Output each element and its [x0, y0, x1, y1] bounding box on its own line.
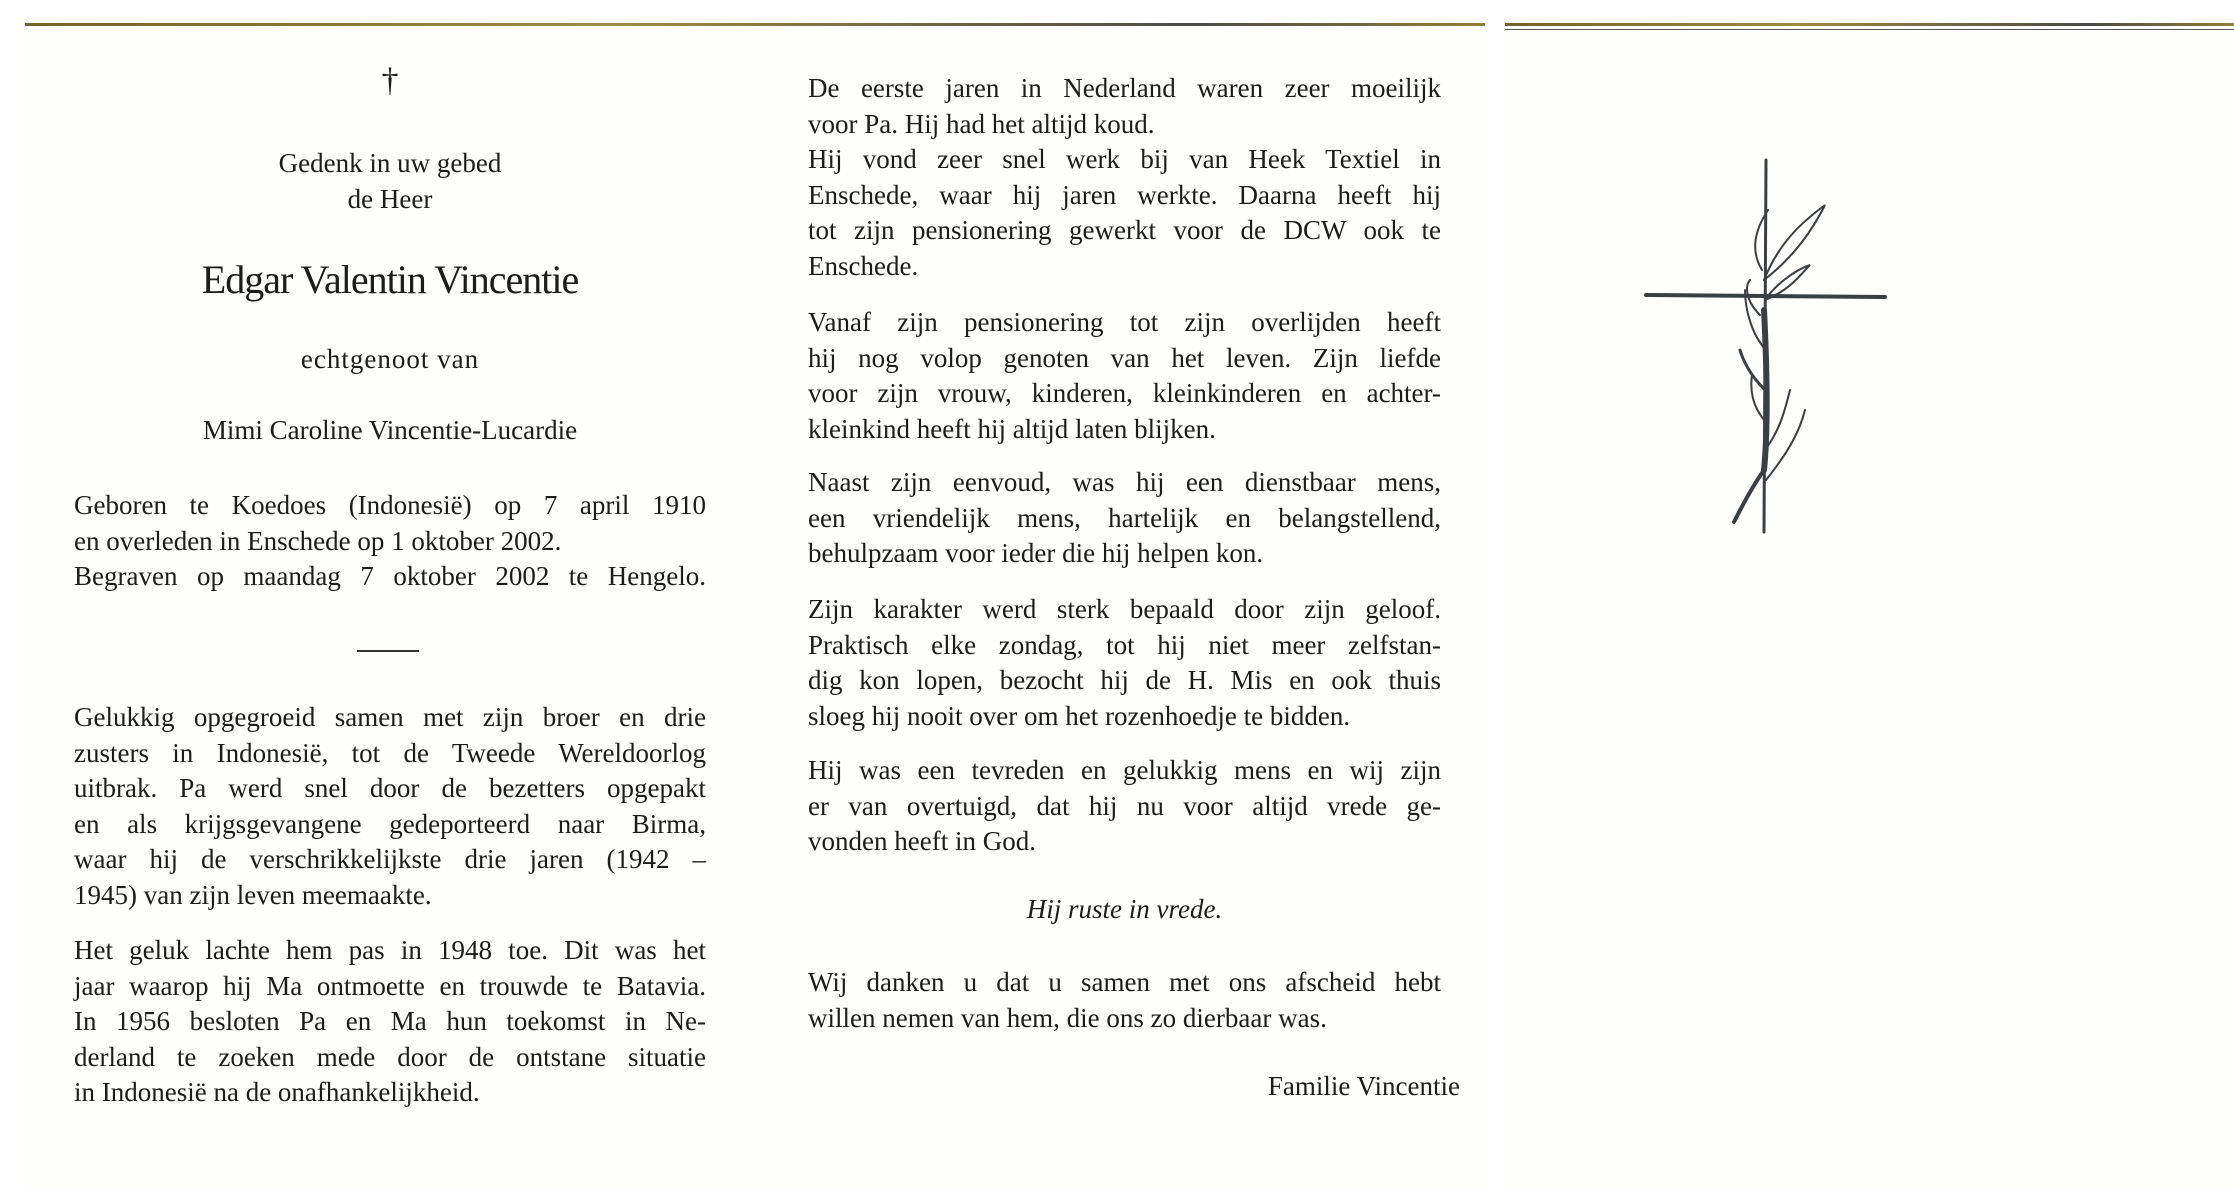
small-cross-icon: † [381, 62, 399, 99]
signature: Familie Vincentie [1267, 1071, 1460, 1101]
prayer-line-2: de Heer [347, 184, 433, 214]
paragraph [808, 71, 1441, 285]
spouse-name: Mimi Caroline Vincentie-Lucardie [202, 415, 578, 445]
death-line: en overleden in Enschede op 1 oktober 2002. [74, 525, 562, 556]
text-line: Praktisch elke zondag, tot hij niet meer zelfstan- [808, 629, 1441, 660]
deceased-name: Edgar Valentin Vincentie [201, 257, 579, 302]
paragraph [74, 700, 706, 914]
paragraph [808, 465, 1441, 572]
text-line: derland te zoeken mede door de ontstane situatie [74, 1041, 706, 1072]
text-line: Enschede, waar hij jaren werkte. Daarna heeft hij [808, 179, 1441, 210]
text-line: kleinkind heeft hij altijd laten blijken. [808, 413, 1216, 444]
text-line: jaar waarop hij Ma ontmoette en trouwde te Batavia. [74, 970, 706, 1001]
text-line: 1945) van zijn leven meemaakte. [74, 879, 432, 910]
middle-column-text [808, 71, 1441, 1121]
text-line: De eerste jaren in Nederland waren zeer moeilijk [808, 73, 1441, 103]
text-line: Hij was een tevreden en gelukkig mens en wij zijn [808, 755, 1441, 785]
text-line: er van overtuigd, dat hij nu voor altijd vrede ge- [808, 790, 1441, 821]
text-line: en als krijgsgevangene gedeporteerd naar Birma, [74, 808, 706, 839]
text-line: in Indonesië na de onafhankelijkheid. [74, 1077, 480, 1108]
thanks-line: willen nemen van hem, die ons zo dierbaar was. [808, 1002, 1327, 1033]
text-line: Enschede. [808, 250, 919, 281]
birth-line: Geboren te Koedoes (Indonesië) op 7 april 1910 [74, 490, 706, 520]
blessing-text: Hij ruste in vrede. [1026, 894, 1223, 924]
paragraph [808, 592, 1441, 734]
paragraph [74, 933, 706, 1111]
paragraph [808, 305, 1441, 447]
prayer-line-1: Gedenk in uw gebed [278, 148, 502, 178]
text-line: dig kon lopen, bezocht hij de H. Mis en ook thuis [808, 665, 1441, 696]
text-line: tot zijn pensionering gewerkt voor de DCW ook te [808, 215, 1441, 246]
paragraph [808, 753, 1441, 860]
text-line: behulpzaam voor ieder die hij helpen kon. [808, 538, 1264, 569]
text-line: waar hij de verschrikkelijkste drie jaren (1942 – [74, 844, 706, 875]
text-line: Vanaf zijn pensionering tot zijn overlijden heeft [808, 307, 1441, 337]
thanks-line: Wij danken u dat u samen met ons afscheid hebt [808, 967, 1441, 997]
text-line: voor zijn vrouw, kinderen, kleinkinderen en achter- [808, 378, 1441, 409]
dates-block [74, 488, 706, 595]
top-gold-rule-right [1505, 23, 2234, 26]
text-line: In 1956 besloten Pa en Ma hun toekomst in Ne- [74, 1006, 706, 1037]
text-line: sloeg hij nooit over om het rozenhoedje te bidden. [808, 700, 1351, 731]
burial-line: Begraven op maandag 7 oktober 2002 te Hengelo. [74, 561, 706, 592]
text-line: Hij vond zeer snel werk bij van Heek Textiel in [808, 144, 1441, 175]
cross-with-branch-icon [1640, 150, 1900, 550]
left-column-text [74, 700, 706, 1120]
text-line: een vriendelijk mens, hartelijk en belangstellend, [808, 502, 1441, 533]
text-line: zusters in Indonesië, tot de Tweede Wereldoorlog [74, 737, 706, 768]
spouse-intro: echtgenoot van [300, 344, 480, 374]
separator-dash [357, 650, 419, 652]
text-line: Naast zijn eenvoud, was hij een dienstbaar mens, [808, 467, 1441, 497]
text-line: vonden heeft in God. [808, 826, 1036, 857]
text-line: voor Pa. Hij had het altijd koud. [808, 108, 1155, 139]
thanks-block [808, 965, 1441, 1036]
text-line: Het geluk lachte hem pas in 1948 toe. Dit was het [74, 935, 706, 965]
text-line: uitbrak. Pa werd snel door de bezetters opgepakt [74, 773, 706, 804]
top-rule-shadow-right [1505, 29, 2234, 30]
text-line: Gelukkig opgegroeid samen met zijn broer en drie [74, 702, 706, 732]
text-line: hij nog volop genoten van het leven. Zijn liefde [808, 342, 1441, 373]
text-line: Zijn karakter werd sterk bepaald door zijn geloof. [808, 594, 1441, 624]
top-gold-rule-left [25, 23, 1485, 26]
